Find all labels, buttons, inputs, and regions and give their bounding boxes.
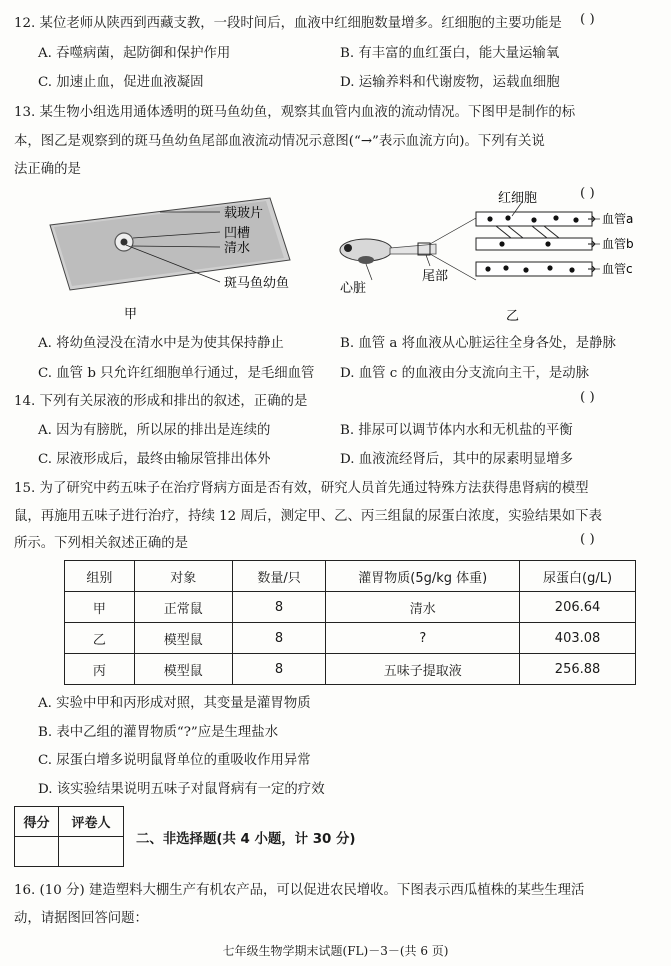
q12-option-b: B. 有丰富的血红蛋白，能大量运输氧: [340, 46, 560, 61]
table-cell: 丙: [65, 654, 135, 685]
q14-option-d: D. 血液流经肾后，其中的尿素明显增多: [340, 452, 574, 467]
q15-option-b: B. 表中乙组的灌胃物质“?”应是生理盐水: [38, 725, 279, 740]
table-cell: 甲: [65, 592, 135, 623]
table-cell: 清水: [326, 592, 520, 623]
q14-option-a: A. 因为有膀胱，所以尿的排出是连续的: [38, 423, 271, 438]
q13-answer-paren: ( ): [580, 186, 595, 201]
q12-stem: 12. 某位老师从陕西到西藏支教，一段时间后，血液中红细胞数量增多。红细胞的主要功能是: [14, 16, 562, 31]
table-header: 对象: [134, 561, 232, 592]
q13-stem-line3: 法正确的是: [14, 162, 81, 177]
q12-answer-paren: ( ): [580, 12, 595, 27]
label-rbc: 红细胞: [498, 191, 538, 206]
q15-stem-line3: 所示。下列相关叙述正确的是: [14, 536, 189, 551]
score-label: 得分: [15, 807, 59, 837]
table-header: 灌胃物质(5g/kg 体重): [326, 561, 520, 592]
table-cell: 8: [232, 654, 326, 685]
results-table: [64, 560, 636, 685]
q13-option-d: D. 血管 c 的血液由分支流向主干，是动脉: [340, 366, 590, 381]
grader-label: 评卷人: [58, 807, 123, 837]
table-cell: 206.64: [520, 592, 636, 623]
q13-stem-line1: 13. 某生物小组选用通体透明的斑马鱼幼鱼，观察其血管内血液的流动情况。下图甲是制作的标: [14, 105, 576, 120]
label-vessel-c: 血管c: [602, 262, 633, 276]
q14-option-c: C. 尿液形成后，最终由输尿管排出体外: [38, 452, 271, 467]
table-header: 组别: [65, 561, 135, 592]
vessel-a: [476, 212, 595, 226]
q14-stem: 14. 下列有关尿液的形成和排出的叙述，正确的是: [14, 394, 308, 409]
label-vessel-b: 血管b: [602, 237, 634, 251]
q15-answer-paren: ( ): [580, 532, 595, 547]
table-cell: 正常鼠: [134, 592, 232, 623]
table-header: 尿蛋白(g/L): [520, 561, 636, 592]
q15-option-d: D. 该实验结果说明五味子对鼠肾病有一定的疗效: [38, 782, 325, 797]
q14-option-b: B. 排尿可以调节体内水和无机盐的平衡: [340, 423, 573, 438]
label-vessel-a: 血管a: [602, 212, 634, 226]
caption-jia: 甲: [124, 307, 138, 322]
q13-option-c: C. 血管 b 只允许红细胞单行通过，是毛细血管: [38, 366, 315, 381]
vessel-c: [476, 262, 595, 276]
table-header: 数量/只: [232, 561, 326, 592]
vessel-b: [476, 226, 595, 250]
grader-field[interactable]: [58, 837, 123, 867]
q15-option-a: A. 实验中甲和丙形成对照，其变量是灌胃物质: [38, 696, 311, 711]
table-cell: 403.08: [520, 623, 636, 654]
figure-jia: [40, 190, 320, 325]
score-field[interactable]: [15, 837, 59, 867]
label-heart: 心脏: [340, 281, 367, 296]
caption-yi: 乙: [506, 309, 520, 324]
table-cell: 8: [232, 623, 326, 654]
table-cell: 8: [232, 592, 326, 623]
q13-option-b: B. 血管 a 将血液从心脏运往全身各处，是静脉: [340, 336, 616, 351]
q12-option-c: C. 加速止血，促进血液凝固: [38, 75, 204, 90]
q15-stem-line1: 15. 为了研究中药五味子在治疗肾病方面是否有效，研究人员首先通过特殊方法获得患肾病的模型: [14, 481, 589, 496]
label-fish: 斑马鱼幼鱼: [224, 276, 290, 291]
table-row: [65, 623, 636, 654]
q15-option-c: C. 尿蛋白增多说明鼠肾单位的重吸收作用异常: [38, 753, 311, 768]
q16-stem-line2: 动，请据图回答问题：: [14, 911, 148, 926]
table-cell: 五味子提取液: [326, 654, 520, 685]
page-footer: 七年级生物学期末试题(FL)－3－(共 6 页): [222, 944, 449, 958]
table-cell: 模型鼠: [134, 654, 232, 685]
q14-answer-paren: ( ): [580, 390, 595, 405]
figure-yi: [326, 188, 656, 328]
score-box: [14, 806, 124, 867]
q12-option-d: D. 运输养料和代谢废物，运载血细胞: [340, 75, 560, 90]
q16-stem-line1: 16. (10 分) 建造塑料大棚生产有机农产品，可以促进农民增收。下图表示西瓜植株的某些生理活: [14, 883, 585, 898]
fish-eye: [344, 244, 352, 252]
table-cell: 模型鼠: [134, 623, 232, 654]
q15-stem-line2: 鼠，再施用五味子进行治疗，持续 12 周后，测定甲、乙、丙三组鼠的尿蛋白浓度，实验结果如下表: [14, 509, 602, 524]
table-cell: 乙: [65, 623, 135, 654]
section-title: 二、非选择题(共 4 小题，计 30 分): [136, 832, 356, 847]
label-slide: 载玻片: [224, 206, 264, 221]
table-cell: 256.88: [520, 654, 636, 685]
q12-option-a: A. 吞噬病菌，起防御和保护作用: [38, 46, 231, 61]
label-water: 清水: [224, 241, 251, 256]
table-row: [65, 654, 636, 685]
fish-dot: [121, 239, 128, 246]
q13-stem-line2: 本，图乙是观察到的斑马鱼幼鱼尾部血液流动情况示意图(“→”表示血流方向)。下列有关说: [14, 134, 545, 149]
table-row: [65, 592, 636, 623]
label-tail: 尾部: [422, 269, 449, 284]
label-groove: 凹槽: [224, 226, 251, 241]
table-cell: ?: [326, 623, 520, 654]
table-header-row: [65, 561, 636, 592]
q13-option-a: A. 将幼鱼浸没在清水中是为使其保持静止: [38, 336, 284, 351]
